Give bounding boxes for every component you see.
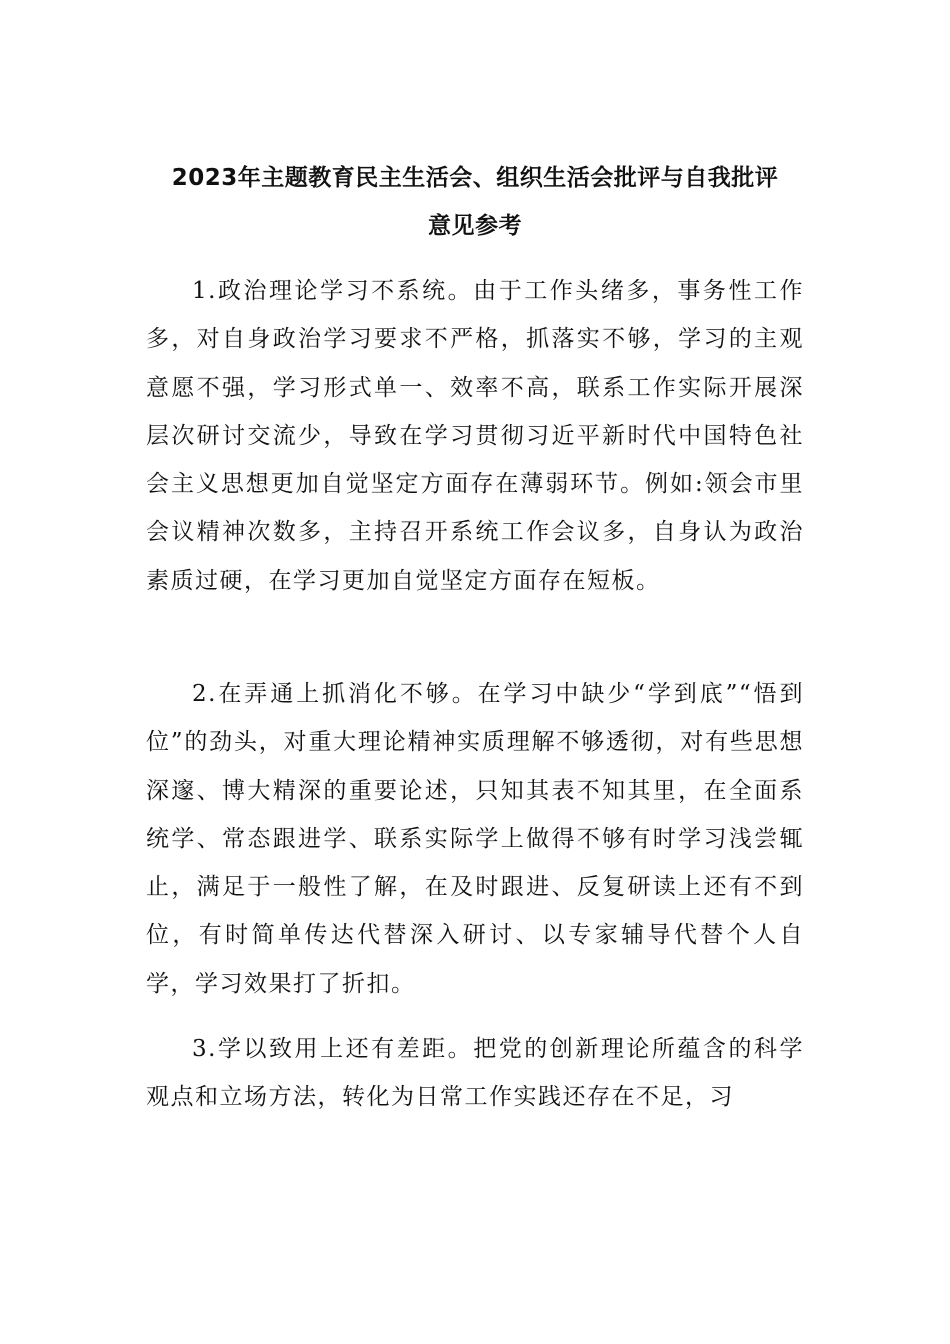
paragraph-2: 2.在弄通上抓消化不够。在学习中缺少“学到底”“悟到位”的劲头，对重大理论精神实质理解不够透彻，对有些思想深邃、博大精深的重要论述，只知其表不知其里，在全面系统学、常态跟进学、联系实际学上做得不够有时学习浅尝辄止，满足于一般性了解，在及时跟进、反复研读上还有不到位，有时简单传达代替深入研讨、以专家辅导代替个人自学，学习效果打了折扣。 xyxy=(146,681,804,997)
paragraph-1: 1.政治理论学习不系统。由于工作头绪多，事务性工作多，对自身政治学习要求不严格，抓落实不够，学习的主观意愿不强，学习形式单一、效率不高，联系工作实际开展深层次研讨交流少，导致在学习贯彻习近平新时代中国特色社会主义思想更加自觉坚定方面存在薄弱环节。例如:领会市里会议精神次数多，主持召开系统工作会议多，自身认为政治素质过硬，在学习更加自觉坚定方面存在短板。 xyxy=(146,278,804,594)
document-title-line-1: 2023年主题教育民主生活会、组织生活会批评与自我批评 xyxy=(171,165,779,191)
document-title-line-2: 意见参考 xyxy=(428,213,522,239)
paragraph-3: 3.学以致用上还有差距。把党的创新理论所蕴含的科学观点和立场方法，转化为日常工作实践还存在不足，习 xyxy=(146,1036,804,1111)
